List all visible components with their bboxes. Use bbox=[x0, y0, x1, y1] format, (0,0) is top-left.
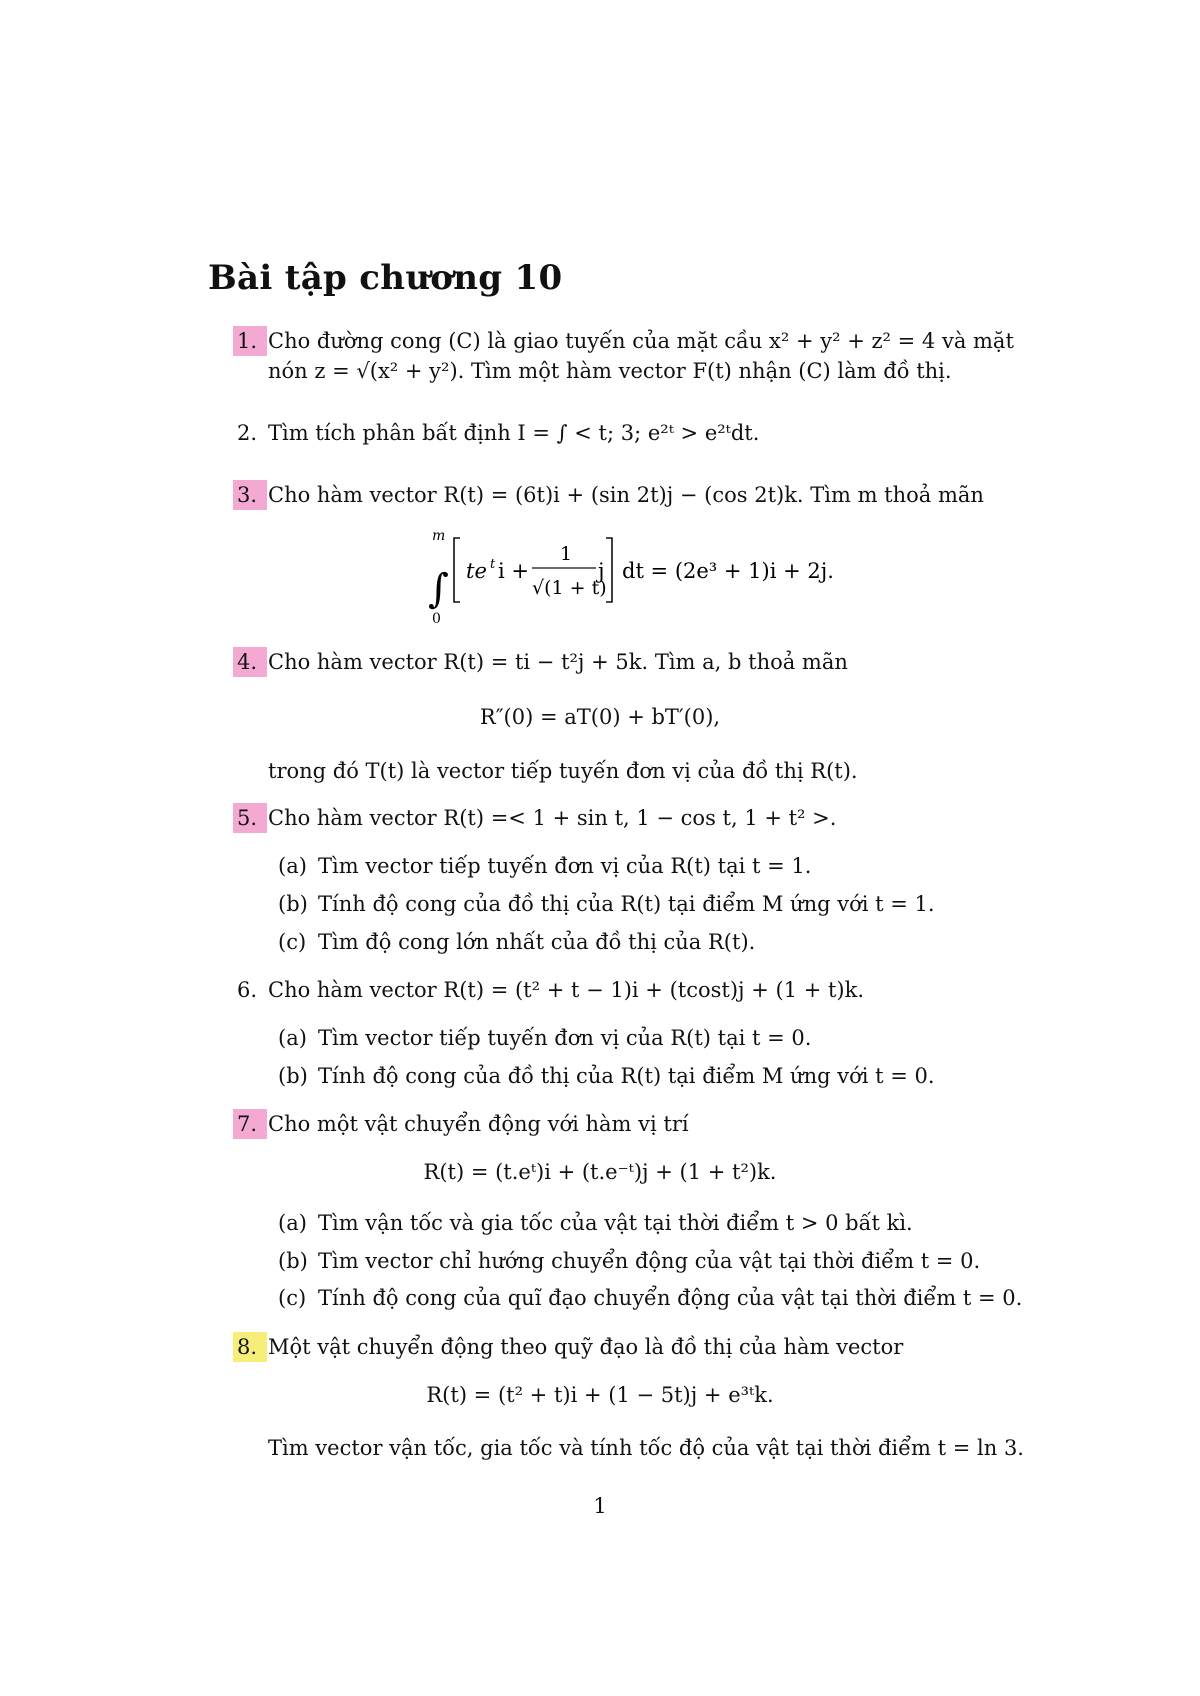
integrand-i: i + bbox=[498, 559, 529, 583]
page-number: 1 bbox=[593, 1494, 607, 1518]
integral-sign: ∫ bbox=[428, 566, 449, 612]
problem-6b-label: (b) bbox=[278, 1064, 308, 1088]
right-bracket bbox=[606, 538, 612, 602]
page-title: Bài tập chương 10 bbox=[208, 258, 563, 298]
integrand-exp: t bbox=[490, 557, 496, 572]
problem-8-number: 8. bbox=[233, 1332, 267, 1362]
integrand-j: j bbox=[598, 559, 605, 583]
problem-5-number: 5. bbox=[233, 803, 267, 833]
problem-3-line-1: Cho hàm vector R(t) = (6t)i + (sin 2t)j − (cos 2t)k. Tìm m thoả mãn bbox=[268, 483, 984, 507]
problem-6-number: 6. bbox=[237, 978, 258, 1002]
problem-7a-text: Tìm vận tốc và gia tốc của vật tại thời điểm t > 0 bất kì. bbox=[318, 1211, 913, 1235]
problem-6-line-1: Cho hàm vector R(t) = (t² + t − 1)i + (tcost)j + (1 + t)k. bbox=[268, 978, 865, 1002]
problem-4-line-1: Cho hàm vector R(t) = ti − t²j + 5k. Tìm a, b thoả mãn bbox=[268, 650, 848, 674]
problem-8-line-2: Tìm vector vận tốc, gia tốc và tính tốc độ của vật tại thời điểm t = ln 3. bbox=[268, 1436, 1024, 1460]
left-bracket bbox=[454, 538, 460, 602]
integral-result: dt = (2e³ + 1)i + 2j. bbox=[622, 559, 834, 583]
problem-6a-label: (a) bbox=[278, 1026, 307, 1050]
integral-lower-limit: 0 bbox=[432, 611, 441, 625]
problem-1-number: 1. bbox=[233, 326, 267, 356]
integral-upper-limit: m bbox=[432, 530, 446, 544]
problem-2-number: 2. bbox=[237, 421, 258, 445]
problem-4-display-equation: R″(0) = aT(0) + bT′(0), bbox=[479, 705, 721, 729]
problem-8-display-equation: R(t) = (t² + t)i + (1 − 5t)j + e³ᵗk. bbox=[426, 1383, 774, 1407]
problem-6a-text: Tìm vector tiếp tuyến đơn vị của R(t) tại t = 0. bbox=[318, 1026, 812, 1050]
problem-2-line-1: Tìm tích phân bất định I = ∫ < t; 3; e²ᵗ > e²ᵗdt. bbox=[268, 421, 760, 445]
problem-5c-label: (c) bbox=[278, 930, 307, 954]
problem-6b-text: Tính độ cong của đồ thị của R(t) tại điểm M ứng với t = 0. bbox=[318, 1064, 935, 1088]
problem-4-line-2: trong đó T(t) là vector tiếp tuyến đơn vị của đồ thị R(t). bbox=[268, 759, 858, 783]
fraction-denominator: √(1 + t) bbox=[532, 577, 607, 599]
problem-5c-text: Tìm độ cong lớn nhất của đồ thị của R(t). bbox=[318, 930, 756, 954]
problem-7c-text: Tính độ cong của quĩ đạo chuyển động của vật tại thời điểm t = 0. bbox=[318, 1286, 1023, 1310]
problem-7a-label: (a) bbox=[278, 1211, 307, 1235]
problem-7-display-equation: R(t) = (t.eᵗ)i + (t.e⁻ᵗ)j + (1 + t²)k. bbox=[423, 1160, 777, 1184]
problem-7-line-1: Cho một vật chuyển động với hàm vị trí bbox=[268, 1112, 689, 1136]
problem-8-line-1: Một vật chuyển động theo quỹ đạo là đồ thị của hàm vector bbox=[268, 1335, 904, 1359]
problem-7c-label: (c) bbox=[278, 1286, 307, 1310]
problem-1-line-2: nón z = √(x² + y²). Tìm một hàm vector F(t) nhận (C) làm đồ thị. bbox=[268, 359, 952, 383]
problem-5a-label: (a) bbox=[278, 854, 307, 878]
problem-5b-text: Tính độ cong của đồ thị của R(t) tại điểm M ứng với t = 1. bbox=[318, 892, 935, 916]
problem-4-number: 4. bbox=[233, 647, 267, 677]
problem-3-number: 3. bbox=[233, 480, 267, 510]
problem-5b-label: (b) bbox=[278, 892, 308, 916]
problem-3-display-equation bbox=[420, 530, 840, 625]
problem-5-line-1: Cho hàm vector R(t) =< 1 + sin t, 1 − cos t, 1 + t² >. bbox=[268, 806, 837, 830]
integrand-te: te bbox=[466, 559, 487, 583]
problem-7b-text: Tìm vector chỉ hướng chuyển động của vật tại thời điểm t = 0. bbox=[318, 1249, 981, 1273]
problem-1-line-1: Cho đường cong (C) là giao tuyến của mặt cầu x² + y² + z² = 4 và mặt bbox=[268, 329, 1014, 353]
integral-svg bbox=[420, 530, 840, 625]
problem-7b-label: (b) bbox=[278, 1249, 308, 1273]
fraction-numerator: 1 bbox=[560, 543, 573, 565]
problem-7-number: 7. bbox=[233, 1109, 267, 1139]
problem-5a-text: Tìm vector tiếp tuyến đơn vị của R(t) tại t = 1. bbox=[318, 854, 812, 878]
